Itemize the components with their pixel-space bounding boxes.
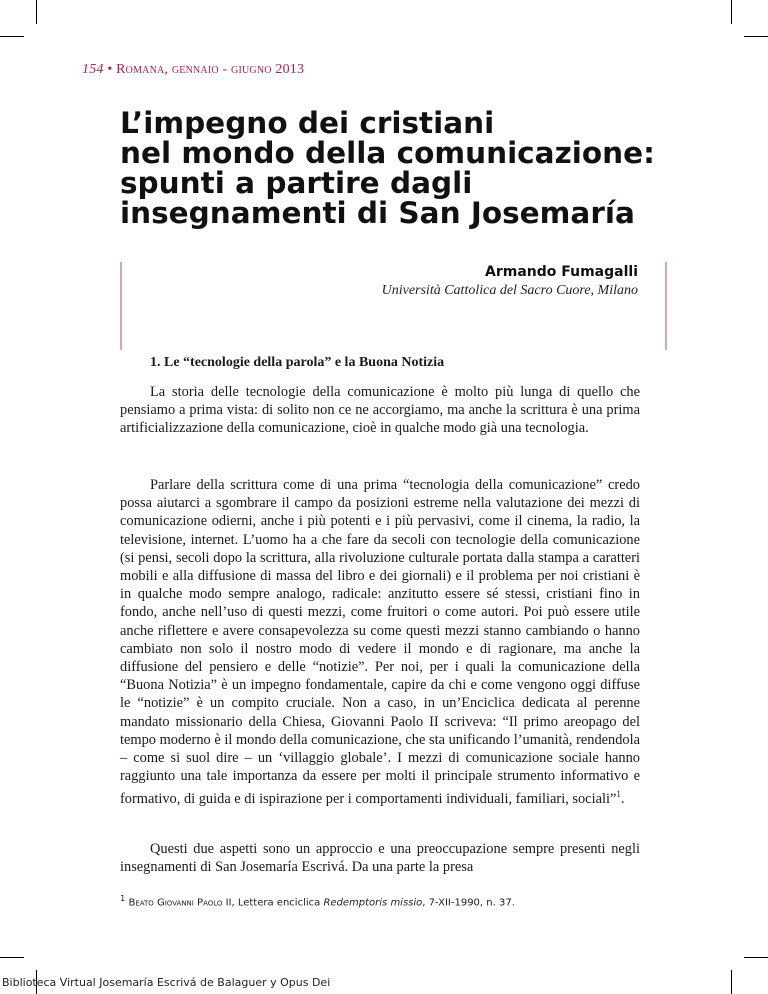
paragraph-text: Questi due aspetti sono un approccio e una preoccupazione sempre presenti negli insegnamenti di San Josemaría Escrivá. Da una parte la presa: [120, 841, 640, 876]
crop-mark: [36, 0, 37, 24]
library-credit: Biblioteca Virtual Josemaría Escrivá de Balaguer y Opus Dei: [2, 976, 331, 989]
footnote-text: , 7-XII-1990, n. 37.: [422, 897, 515, 909]
paragraph: Parlare della scrittura come di una prima “tecnologia della comunicazione” credo possa aiutarci a sgombrare il campo da posizioni estreme nella valutazione dei mezzi di comunicazione odierni, anche i più potenti e i più pervasivi, come il cinema, la radio, la televisione, internet. L’uomo ha a che fare da secoli con tecnologie della comunicazione (si pensi, secoli dopo la scrittura, alla rivoluzione culturale portata dalla stampa a caratteri mobili e alla diffusione di massa del libro e dei giornali) e il problema per noi cristiani è in qualche modo sempre analogo, radicale: anzitutto essere sé stessi, cristiani fino in fondo, anche nell’uso di questi mezzi, come fruitori o come autori. Poi può essere utile anche riflettere e avere consapevolezza su come questi mezzi stanno cambiando o hanno cambiato non solo il nostro modo di vedere il mondo e di ragionare, ma anche la diffusione del pensiero e delle “notizie”. Per noi, per i quali la comunicazione della “Buona Notizia” è un impegno fondamentale, capire da chi e come vengono oggi diffuse le “notizie” è un compito cruciale. Non a caso, in un’Enciclica dedicata al perenne mandato missionario della Chiesa, Giovanni Paolo II scriveva: “Il primo areopago del tempo moderno è il mondo della comunicazione, che sta unificando l’umanità, rendendola – come si suol dire – un ‘villaggio globale’. I mezzi di comunicazione sociale hanno raggiunto una tale importanza da essere per molti il principale strumento informativo e formativo, di guida e di ispirazione per i comportamenti individuali, familiari, sociali”$^1$.: [120, 477, 640, 808]
footnote-work: Redemptoris missio: [323, 897, 423, 909]
title-line: spunti a partire dagli: [120, 166, 473, 200]
author-affiliation: Università Cattolica del Sacro Cuore, Milano: [381, 283, 638, 298]
paragraph: [120, 840, 640, 876]
section-heading: 1. Le “tecnologie della parola” e la Buona Notizia: [150, 355, 445, 370]
footnote-ref[interactable]: 1: [616, 789, 621, 800]
article-title: [120, 108, 680, 228]
journal-title: Romana, gennaio - giugno 2013: [116, 62, 305, 77]
margin-rule-left: [120, 262, 122, 350]
crop-mark: [731, 0, 732, 24]
title-line: insegnamenti di San Josemaría: [120, 196, 635, 230]
title-line: L’impegno dei cristiani: [120, 106, 495, 140]
author-name: Armando Fumagalli: [485, 264, 638, 280]
crop-mark: [0, 957, 24, 958]
footnote-text: II, Lettera enciclica: [222, 897, 324, 909]
crop-mark: [744, 957, 768, 958]
crop-mark: [731, 970, 732, 994]
paragraph-text: Parlare della scrittura come di una prima “tecnologia della comunicazione” credo possa aiutarci a sgombrare il campo da posizioni estreme nella valutazione dei mezzi di comunicazione odierni, anche i più potenti e i più pervasivi, come il cinema, la radio, la televisione, internet. L’uomo ha a che fare da secoli con tecnologie della comunicazione (si pensi, secoli dopo la scrittura, alla rivoluzione culturale portata dalla stampa a caratteri mobili e alla diffusione di massa del libro e dei giornali) e il problema per noi cristiani è in qualche modo sempre analogo, radicale: anzitutto essere sé stessi, cristiani fino in fondo, anche nell’uso di questi mezzi, come fruitori o come autori. Poi può essere utile anche riflettere e avere consapevolezza su come questi mezzi stanno cambiando o hanno cambiato non solo il nostro modo di vedere il mondo e di ragionare, ma anche la diffusione del pensiero e delle “notizie”. Per noi, per i quali la comunicazione della “Buona Notizia” è un impegno fondamentale, capire da chi e come vengono oggi diffuse le “notizie” è un compito cruciale. Non a caso, in un’Enciclica dedicata al perenne mandato missionario della Chiesa, Giovanni Paolo II scriveva: “Il primo areopago del tempo moderno è il mondo della comunicazione, che sta unificando l’umanità, rendendola – come si suol dire – un ‘villaggio globale’. I mezzi di comunicazione sociale hanno raggiunto una tale importanza da essere per molti il principale strumento informativo e formativo, di guida e di ispirazione per i comportamenti individuali, familiari, sociali”: [120, 477, 640, 808]
title-line: nel mondo della comunicazione:: [120, 136, 655, 170]
margin-rule-right: [665, 262, 667, 350]
footnote: [120, 893, 650, 908]
crop-mark: [0, 36, 24, 37]
bullet: •: [107, 62, 113, 77]
running-head: [82, 62, 304, 78]
crop-mark: [744, 36, 768, 37]
page-number: 154: [82, 62, 104, 77]
footnote-author: Beato Giovanni Paolo: [128, 897, 223, 909]
paragraph-text: La storia delle tecnologie della comunicazione è molto più lunga di quello che pensiamo a prima vista: di solito non ce ne accorgiamo, ma anche la scrittura è una prima artificializzazione della comunicazione, cioè in qualche modo già una tecnologia.: [120, 384, 640, 437]
paragraph: [120, 383, 640, 438]
footnote-number: 1: [120, 893, 126, 903]
